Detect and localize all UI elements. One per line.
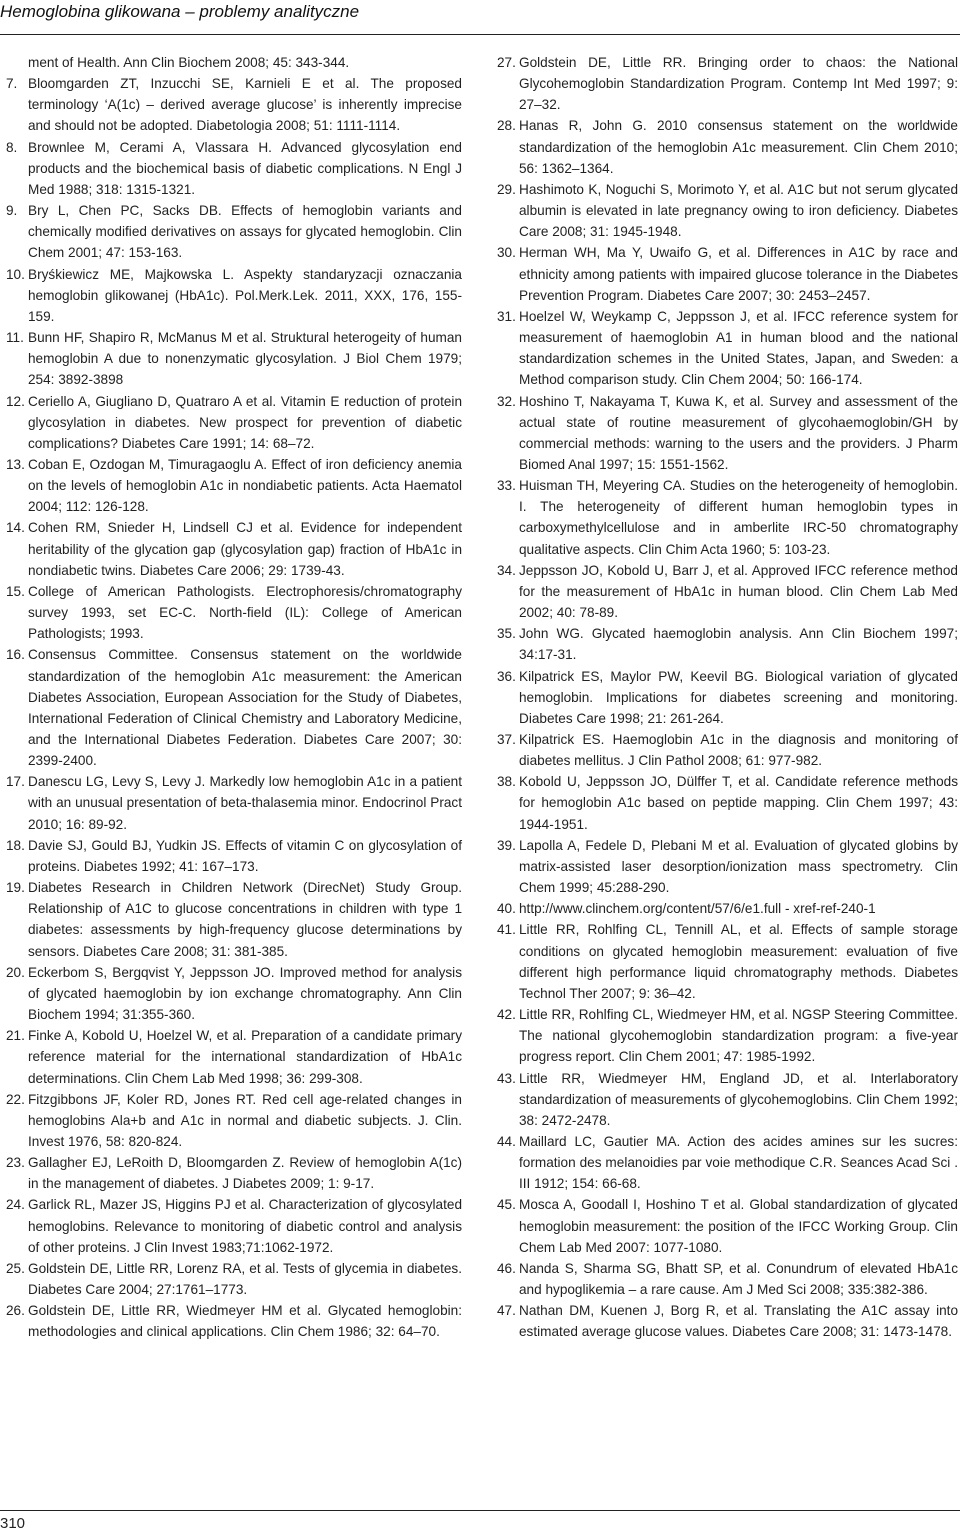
references-right-column — [497, 52, 958, 1343]
reference-number: 26. — [6, 1303, 25, 1319]
reference-item — [497, 666, 958, 729]
reference-text: Nanda S, Sharma SG, Bhatt SP, et al. Conundrum of elevated HbA1c and hypoglikemia – a rare cause. Am J Med Sci 2008; 335:382-386. — [519, 1260, 958, 1298]
reference-number: 17. — [6, 774, 25, 790]
reference-text: Consensus Committee. Consensus statement on the worldwide standardization of the hemoglobin A1c measurement: the American Diabetes Association, European Association for the Study of Diabetes, International Federation of Clinical Chemistry and Laboratory Medicine, and the International Diabetes Federation. Diabetes Care 2007; 30: 2399-2400. — [28, 647, 462, 769]
reference-number: 28. — [497, 118, 516, 134]
reference-text: Gallagher EJ, LeRoith D, Bloomgarden Z. Review of hemoglobin A(1c) in the management of diabetes. J Diabetes 2009; 1: 9-17. — [28, 1155, 462, 1192]
reference-list-right — [497, 52, 958, 1343]
reference-text: Brownlee M, Cerami A, Vlassara H. Advanced glycosylation end products and the biochemical basis of diabetic complications. N Engl J Med 1988; 318: 1315-1321. — [28, 139, 462, 197]
reference-text: Bry L, Chen PC, Sacks DB. Effects of hemoglobin variants and chemically modified derivatives on assays for glycated hemoglobin. Clin Chem 2001; 47: 153-163. — [28, 203, 462, 261]
reference-item — [497, 475, 958, 560]
reference-item — [497, 898, 958, 919]
reference-text: Little RR, Rohlfing CL, Tennill AL, et al. Effects of sample storage conditions on glycated hemoglobin measurement: evaluation of five different high performance liquid chromatography methods. Diabetes Technol Ther 2007; 9: 36–42. — [519, 922, 958, 1001]
header-rule — [0, 34, 960, 35]
reference-number: 45. — [497, 1197, 516, 1213]
reference-text: Goldstein DE, Little RR, Wiedmeyer HM et al. Glycated hemoglobin: methodologies and clinical applications. Clin Chem 1986; 32: 64–70. — [28, 1303, 462, 1340]
reference-text: Danescu LG, Levy S, Levy J. Markedly low hemoglobin A1c in a patient with an unusual presentation of beta-thalasemia minor. Endocrinol Pract 2010; 16: 89-92. — [28, 774, 462, 832]
reference-item — [6, 1258, 462, 1300]
reference-item — [497, 52, 958, 115]
reference-number: 34. — [497, 562, 516, 578]
reference-number: 10. — [6, 266, 25, 282]
page-number: 310 — [0, 1515, 26, 1532]
reference-item — [6, 327, 462, 390]
reference-text: Cohen RM, Snieder H, Lindsell CJ et al. Evidence for independent heritability of the glycation gap (glycosylation gap) fraction of HbA1c in nondiabetic twins. Diabetes Care 2006; 29: 1739-43. — [28, 520, 462, 578]
reference-text: Maillard LC, Gautier MA. Action des acides amines sur les sucres: formation des melanoidies par voie methodique C.R. Seances Acad Sci . III 1912; 154: 66-68. — [519, 1133, 958, 1192]
reference-number: 20. — [6, 964, 25, 980]
reference-number: 32. — [497, 393, 516, 409]
reference-item — [497, 1258, 958, 1300]
reference-text: Huisman TH, Meyering CA. Studies on the heterogeneity of hemoglobin. I. The heterogeneity of different human hemoglobin types in carboxymethylcellulose and in amberlite IRC-50 chromatography qualitative aspects. Clin Chim Acta 1960; 5: 103-23. — [519, 478, 958, 557]
reference-item — [497, 1194, 958, 1257]
reference-text: Garlick RL, Mazer JS, Higgins PJ et al. Characterization of glycosylated hemoglobins. Relevance to monitoring of diabetic control and analysis of other proteins. J Clin Invest 1983;71:1062-1972. — [28, 1197, 462, 1255]
reference-text: Kilpatrick ES, Maylor PW, Keevil BG. Biological variation of glycated hemoglobin. Implications for diabetes screening and monitoring. Diabetes Care 1998; 21: 261-264. — [519, 668, 958, 726]
reference-number: 42. — [497, 1007, 516, 1023]
reference-number: 9. — [6, 203, 18, 219]
reference-item — [497, 242, 958, 305]
reference-item — [497, 1004, 958, 1067]
reference-item — [497, 835, 958, 898]
reference-number: 27. — [497, 55, 516, 70]
references-left-column — [6, 52, 462, 1343]
reference-item — [6, 517, 462, 580]
reference-text: Hanas R, John G. 2010 consensus statement on the worldwide standardization of the hemoglobin A1c measurement. Clin Chem 2010; 56: 1362–1364. — [519, 118, 958, 176]
reference-text: Mosca A, Goodall I, Hoshino T et al. Global standardization of glycated hemoglobin measurement: the position of the IFCC Working Group. Clin Chem Lab Med 2007: 1077-1080. — [519, 1197, 958, 1255]
reference-number: 13. — [6, 456, 25, 472]
reference-text: http://www.clinchem.org/content/57/6/e1.full - xref-ref-240-1 — [519, 901, 876, 917]
reference-item — [6, 1089, 462, 1152]
reference-item — [497, 1300, 958, 1342]
reference-item — [6, 73, 462, 136]
reference-text: Davie SJ, Gould BJ, Yudkin JS. Effects of vitamin C on glycosylation of proteins. Diabetes 1992; 41: 167–173. — [28, 837, 462, 874]
reference-number: 21. — [6, 1028, 25, 1044]
reference-item — [6, 454, 462, 517]
reference-number: 35. — [497, 626, 516, 642]
reference-number: 19. — [6, 880, 25, 896]
reference-number: 44. — [497, 1133, 516, 1149]
running-header — [0, 0, 960, 38]
reference-number: 11. — [6, 330, 24, 346]
reference-item — [6, 1025, 462, 1088]
reference-number: 18. — [6, 837, 25, 853]
reference-item — [6, 877, 462, 962]
reference-number: 15. — [6, 583, 25, 599]
reference-number: 24. — [6, 1197, 25, 1213]
reference-text: Diabetes Research in Children Network (DirecNet) Study Group. Relationship of A1C to glucose concentrations in children with type 1 diabetes: assessments by high-frequency glucose determinations by sensors. Diabetes Care 2008; 31: 381-385. — [28, 880, 462, 959]
reference-item — [497, 306, 958, 391]
reference-number: 8. — [6, 139, 18, 155]
reference-number: 39. — [497, 837, 516, 853]
reference-item — [6, 1300, 462, 1342]
reference-item — [6, 391, 462, 454]
reference-text: Goldstein DE, Little RR. Bringing order to chaos: the National Glycohemoglobin Standardization Program. Contemp Int Med 1997; 9: 27–32. — [519, 55, 958, 113]
reference-text: Hoelzel W, Weykamp C, Jeppsson J, et al. IFCC reference system for measurement of haemoglobin A1 in human blood and the national standardization schemes in the United States, Japan, and Sweden: a Method comparison study. Clin Chem 2004; 50: 166-174. — [519, 308, 958, 388]
reference-number: 25. — [6, 1260, 25, 1276]
reference-text: Kobold U, Jeppsson JO, Dülffer T, et al. Candidate reference methods for hemoglobin A1c based on peptide mapping. Clin Chem 1997; 43: 1944-1951. — [519, 774, 958, 832]
reference-text: Bloomgarden ZT, Inzucchi SE, Karnieli E et al. The proposed terminology ‘A(1c) – derived average glucose’ is inherently imprecise and should not be adopted. Diabetologia 2008; 51: 1111-1114. — [28, 76, 462, 134]
reference-item — [497, 391, 958, 476]
reference-item — [6, 962, 462, 1025]
reference-continuation: ment of Health. Ann Clin Biochem 2008; 45: 343-344. — [28, 55, 350, 70]
reference-item — [497, 729, 958, 771]
running-title: Hemoglobina glikowana – problemy analityczne — [0, 2, 360, 21]
reference-item — [6, 137, 462, 200]
reference-item — [497, 919, 958, 1004]
reference-item — [6, 1194, 462, 1257]
reference-text: Bryśkiewicz ME, Majkowska L. Aspekty standaryzacji oznaczania hemoglobin glikowanej (HbA1c). Pol.Merk.Lek. 2011, XXX, 176, 155-159. — [28, 266, 462, 324]
reference-text: Little RR, Rohlfing CL, Wiedmeyer HM, et al. NGSP Steering Committee. The national glycohemoglobin standardization program: a five-year progress report. Clin Chem 2001; 47: 1985-1992. — [519, 1007, 958, 1065]
reference-number: 22. — [6, 1091, 25, 1107]
reference-item — [6, 581, 462, 644]
reference-item — [497, 179, 958, 242]
reference-number: 12. — [6, 393, 25, 409]
reference-text: Bunn HF, Shapiro R, McManus M et al. Struktural heterogeity of human hemoglobin A due to nonenzymatic glycosylation. J Biol Chem 1979; 254: 3892-3898 — [28, 330, 462, 388]
reference-text: Coban E, Ozdogan M, Timuragaoglu A. Effect of iron deficiency anemia on the levels of hemoglobin A1c in nondiabetic patients. Acta Haematol 2004; 112: 126-128. — [28, 456, 462, 515]
reference-number: 36. — [497, 668, 516, 684]
reference-number: 43. — [497, 1070, 516, 1086]
reference-list-left — [6, 73, 462, 1342]
reference-text: Little RR, Wiedmeyer HM, England JD, et al. Interlaboratory standardization of measurements of glycohemoglobins. Clin Chem 1992; 38: 2472-2478. — [519, 1070, 958, 1128]
reference-text: Nathan DM, Kuenen J, Borg R, et al. Translating the A1C assay into estimated average glucose values. Diabetes Care 2008; 31: 1473-1478. — [519, 1303, 958, 1340]
reference-number: 30. — [497, 245, 516, 261]
reference-text: College of American Pathologists. Electrophoresis/chromatography survey 1993, set EC-C. North-field (IL): College of American Pathologists; 1993. — [28, 583, 462, 642]
reference-item — [497, 115, 958, 178]
reference-number: 38. — [497, 774, 516, 790]
reference-item — [497, 1131, 958, 1194]
reference-number: 31. — [497, 308, 516, 324]
reference-number: 33. — [497, 478, 516, 494]
reference-item — [6, 1152, 462, 1194]
reference-number: 41. — [497, 922, 516, 938]
reference-number: 23. — [6, 1155, 25, 1171]
reference-text: Fitzgibbons JF, Koler RD, Jones RT. Red cell age-related changes in hemoglobins Ala+b and A1c in normal and diabetic subjects. J. Clin. Invest 1976, 58: 820-824. — [28, 1091, 462, 1149]
reference-item — [6, 771, 462, 834]
reference-text: Finke A, Kobold U, Hoelzel W, et al. Preparation of a candidate primary reference material for the international standardization of HbA1c determinations. Clin Chem Lab Med 1998; 36: 299-308. — [28, 1028, 462, 1086]
reference-number: 47. — [497, 1303, 516, 1319]
reference-text: Herman WH, Ma Y, Uwaifo G, et al. Differences in A1C by race and ethnicity among patients with impaired glucose tolerance in the Diabetes Prevention Program. Diabetes Care 2007; 30: 2453–2457. — [519, 245, 958, 303]
reference-text: Hoshino T, Nakayama T, Kuwa K, et al. Survey and assessment of the actual state of routine measurement of glycohaemoglobin/GH by commercial methods: warning to the users and the providers. J Pharm Biomed Anal 1997; 15: 1551-1562. — [519, 393, 958, 472]
reference-number: 7. — [6, 76, 18, 92]
reference-item — [6, 644, 462, 771]
reference-item — [497, 623, 958, 665]
reference-item — [6, 200, 462, 263]
reference-item — [497, 560, 958, 623]
reference-number: 46. — [497, 1260, 516, 1276]
reference-text: Kilpatrick ES. Haemoglobin A1c in the diagnosis and monitoring of diabetes mellitus. J Clin Pathol 2008; 61: 977-982. — [519, 732, 958, 769]
reference-text: John WG. Glycated haemoglobin analysis. Ann Clin Biochem 1997; 34:17-31. — [519, 626, 958, 663]
reference-text: Eckerbom S, Bergqvist Y, Jeppsson JO. Improved method for analysis of glycated haemoglobin by ion exchange chromatography. Ann Clin Biochem 1994; 31:355-360. — [28, 964, 462, 1023]
reference-item — [6, 264, 462, 327]
footer-rule — [0, 1510, 960, 1511]
reference-text: Hashimoto K, Noguchi S, Morimoto Y, et al. A1C but not serum glycated albumin is elevated in late pregnancy owing to iron deficiency. Diabetes Care 2008; 31: 1945-1948. — [519, 181, 958, 240]
reference-number: 37. — [497, 732, 516, 747]
reference-number: 16. — [6, 647, 25, 663]
reference-number: 29. — [497, 181, 516, 197]
reference-item — [497, 771, 958, 834]
reference-item — [6, 835, 462, 877]
reference-text: Lapolla A, Fedele D, Plebani M et al. Evaluation of glycated globins by matrix-assisted laser desorption/ionization mass spectrometry. Clin Chem 1999; 45:288-290. — [519, 837, 958, 896]
reference-text: Goldstein DE, Little RR, Lorenz RA, et al. Tests of glycemia in diabetes. Diabetes Care 2004; 27:1761–1773. — [28, 1260, 462, 1298]
reference-text: Ceriello A, Giugliano D, Quatraro A et al. Vitamin E reduction of protein glycosylation in diabetes. New prospect for prevention of diabetic complications? Diabetes Care 1991; 14: 68–72. — [28, 393, 462, 451]
reference-number: 40. — [497, 901, 516, 917]
reference-text: Jeppsson JO, Kobold U, Barr J, et al. Approved IFCC reference method for the measurement of HbA1c in human blood. Clin Chem Lab Med 2002; 40: 78-89. — [519, 562, 958, 621]
reference-number: 14. — [6, 520, 25, 536]
reference-item — [497, 1068, 958, 1131]
